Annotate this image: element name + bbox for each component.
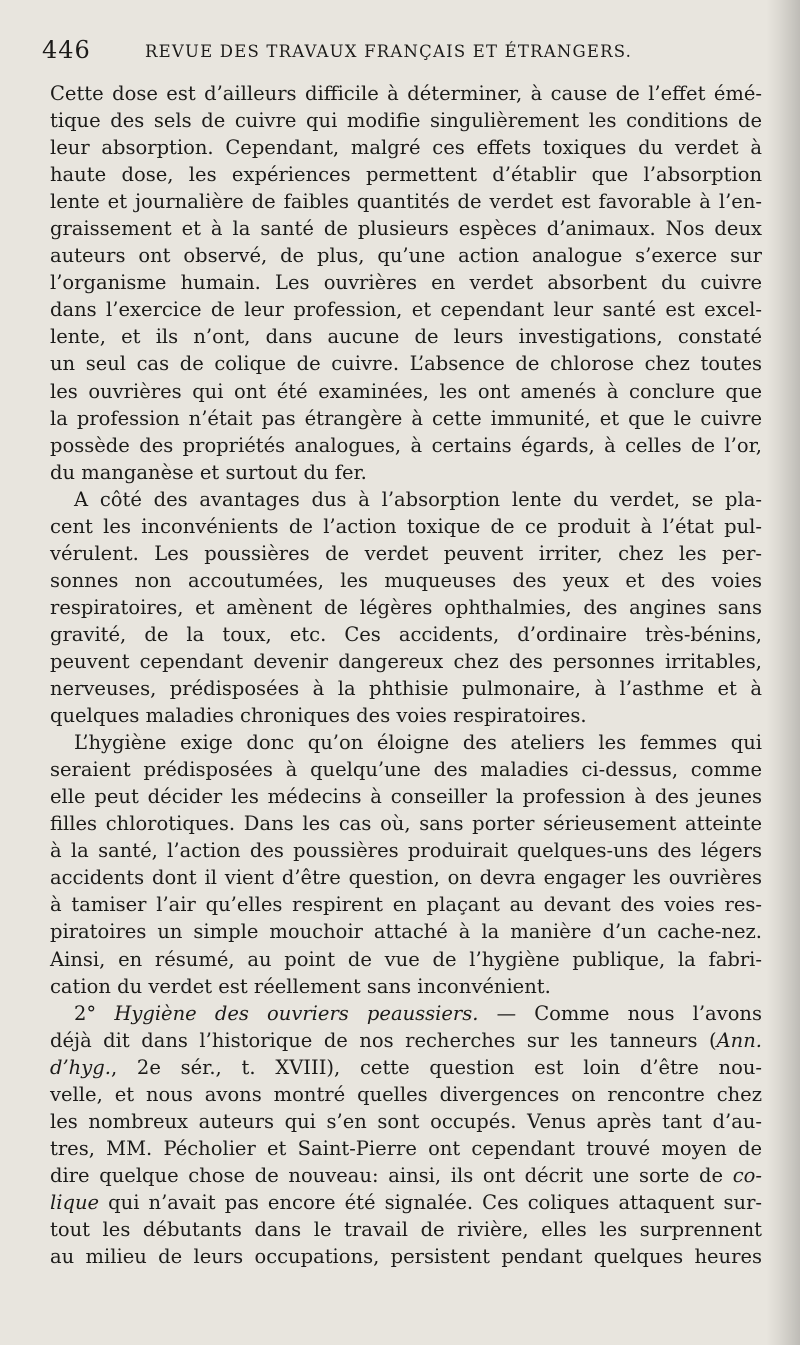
text-line: au milieu de leurs occupations, persistent pendant quelques heures bbox=[50, 1245, 762, 1269]
text-line: les nombreux auteurs qui s’en sont occupés. Venus après tant d’au- bbox=[50, 1109, 762, 1133]
section-number: 2° bbox=[74, 1001, 115, 1025]
text-line: l’organisme humain. Les ouvrières en verdet absorbent du cuivre bbox=[50, 271, 762, 295]
text-line: à tamiser l’air qu’elles respirent en plaçant au devant des voies res- bbox=[50, 893, 762, 917]
text-line: tres, MM. Pécholier et Saint-Pierre ont cependant trouvé moyen de bbox=[50, 1136, 762, 1160]
text-line: respiratoires, et amènent de légères ophthalmies, des angines sans bbox=[50, 595, 762, 619]
text-line bbox=[50, 1189, 762, 1216]
text-fragment: déjà dit dans l’historique de nos recherches sur les tanneurs ( bbox=[50, 1028, 717, 1052]
text-fragment: dire quelque chose de nouveau: ainsi, ils ont décrit une sorte de bbox=[50, 1163, 724, 1187]
text-fragment: — Comme nous l’avons bbox=[496, 1001, 762, 1025]
italic-term: co- bbox=[732, 1163, 762, 1187]
text-line: Cette dose est d’ailleurs difficile à déterminer, à cause de l’effet émé- bbox=[50, 82, 762, 105]
text-line: leur absorption. Cependant, malgré ces effets toxiques du verdet à bbox=[50, 136, 762, 160]
text-line: à la santé, l’action des poussières produirait quelques-uns des légers bbox=[50, 839, 762, 863]
text-line: quelques maladies chroniques des voies respiratoires. bbox=[50, 704, 587, 728]
text-line: auteurs ont observé, de plus, qu’une action analogue s’exerce sur bbox=[50, 244, 762, 268]
text-line: dans l’exercice de leur profession, et cependant leur santé est excel- bbox=[50, 298, 762, 322]
journal-reference: Ann. bbox=[716, 1028, 762, 1052]
text-fragment: qui n’avait pas encore été signalée. Ces coliques attaquent sur- bbox=[108, 1190, 762, 1214]
text-line: filles chlorotiques. Dans les cas où, sans porter sérieusement atteinte bbox=[50, 812, 762, 836]
text-line: du manganèse et surtout du fer. bbox=[50, 460, 367, 484]
text-line: graissement et à la santé de plusieurs espèces d’animaux. Nos deux bbox=[50, 217, 762, 241]
text-line: seraient prédisposées à quelqu’une des maladies ci-dessus, comme bbox=[50, 758, 762, 782]
section-heading-line bbox=[50, 1000, 762, 1027]
text-fragment: , 2e sér., t. XVIII), cette question est loin d’être nou- bbox=[110, 1055, 762, 1079]
text-line: un seul cas de colique de cuivre. L’absence de chlorose chez toutes bbox=[50, 352, 762, 376]
journal-reference: d’hyg. bbox=[50, 1055, 111, 1079]
text-line: elle peut décider les médecins à conseiller la profession à des jeunes bbox=[50, 785, 762, 809]
text-line: L’hygiène exige donc qu’on éloigne des ateliers les femmes qui bbox=[74, 731, 762, 755]
text-line: Ainsi, en résumé, au point de vue de l’hygiène publique, la fabri- bbox=[50, 947, 762, 971]
text-line: velle, et nous avons montré quelles divergences on rencontre chez bbox=[50, 1082, 762, 1106]
page-number: 446 bbox=[42, 36, 91, 64]
section-title: Hygiène des ouvriers peaussiers. bbox=[114, 1001, 479, 1025]
text-line: haute dose, les expériences permettent d’établir que l’absorption bbox=[50, 163, 762, 187]
text-line: la profession n’était pas étrangère à cette immunité, et que le cuivre bbox=[50, 406, 762, 430]
page-header bbox=[42, 36, 760, 70]
text-line bbox=[50, 1162, 762, 1189]
body-text bbox=[50, 80, 762, 1270]
text-line: A côté des avantages dus à l’absorption lente du verdet, se pla- bbox=[74, 487, 762, 511]
text-line bbox=[50, 1027, 762, 1054]
text-line: lente et journalière de faibles quantités de verdet est favorable à l’en- bbox=[50, 190, 762, 214]
text-line: sonnes non accoutumées, les muqueuses des yeux et des voies bbox=[50, 568, 762, 592]
text-line: lente, et ils n’ont, dans aucune de leurs investigations, constaté bbox=[50, 325, 762, 349]
text-line: gravité, de la toux, etc. Ces accidents, d’ordinaire très-bénins, bbox=[50, 622, 762, 646]
text-line: tout les débutants dans le travail de rivière, elles les surprennent bbox=[50, 1217, 762, 1241]
text-line: cent les inconvénients de l’action toxique de ce produit à l’état pul- bbox=[50, 514, 762, 538]
text-line: vérulent. Les poussières de verdet peuvent irriter, chez les per- bbox=[50, 541, 762, 565]
text-line: piratoires un simple mouchoir attaché à la manière d’un cache-nez. bbox=[50, 920, 762, 944]
text-line: accidents dont il vient d’être question, on devra engager les ouvrières bbox=[50, 866, 762, 890]
running-title: REVUE DES TRAVAUX FRANÇAIS ET ÉTRANGERS. bbox=[145, 42, 633, 61]
text-line: tique des sels de cuivre qui modifie singulièrement les conditions de bbox=[50, 109, 762, 133]
text-line: nerveuses, prédisposées à la phthisie pulmonaire, à l’asthme et à bbox=[50, 677, 762, 701]
text-line: les ouvrières qui ont été examinées, les ont amenés à conclure que bbox=[50, 379, 762, 403]
text-line: peuvent cependant devenir dangereux chez des personnes irritables, bbox=[50, 649, 762, 673]
text-line: possède des propriétés analogues, à certains égards, à celles de l’or, bbox=[50, 433, 762, 457]
page-edge-shadow bbox=[766, 0, 800, 1345]
text-line: cation du verdet est réellement sans inconvénient. bbox=[50, 974, 551, 998]
text-line bbox=[50, 1054, 762, 1081]
italic-term: lique bbox=[50, 1190, 100, 1214]
